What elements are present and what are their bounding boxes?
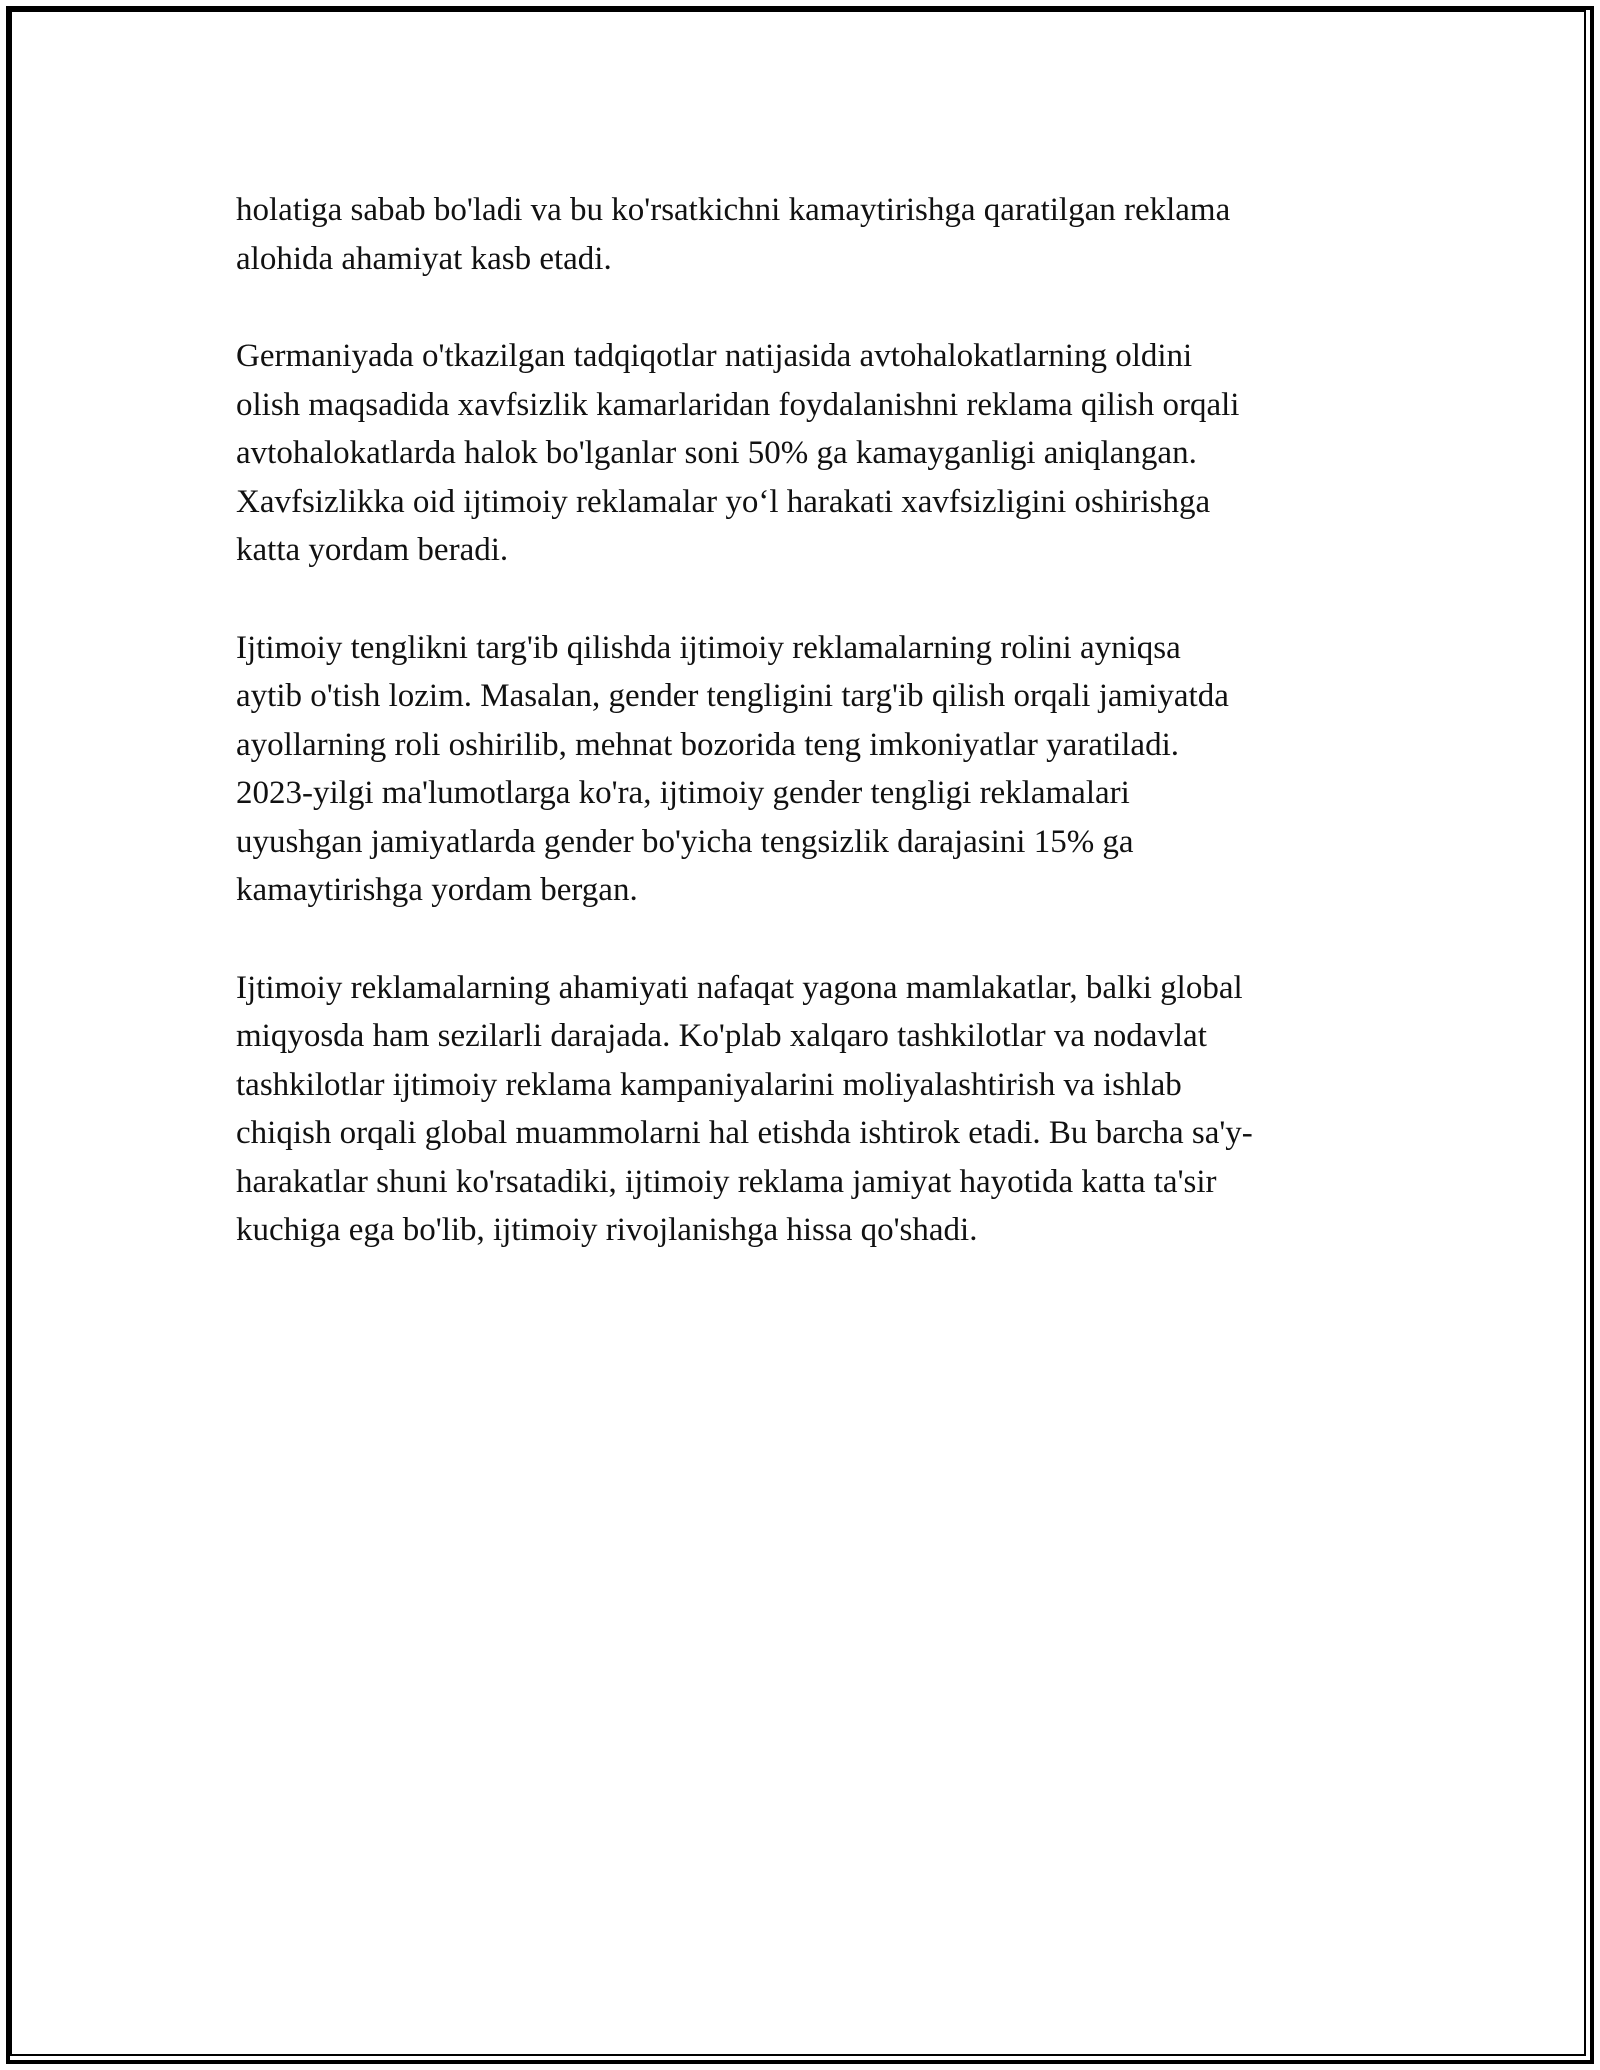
paragraph-2 <box>236 332 1366 575</box>
text-line: aytib o'tish lozim. Masalan, gender tengligini targ'ib qilish orqali jamiyatda <box>236 678 1229 714</box>
text-line: Ijtimoiy tenglikni targ'ib qilishda ijtimoiy reklamalarning rolini ayniqsa <box>236 629 1181 666</box>
text-line: kamaytirishga yordam bergan. <box>236 872 638 908</box>
text-line: Ijtimoiy reklamalarning ahamiyati nafaqat yagona mamlakatlar, balki global <box>236 969 1243 1006</box>
text-line: miqyosda ham sezilarli darajada. Ko'plab xalqaro tashkilotlar va nodavlat <box>236 1018 1207 1054</box>
paragraph-3 <box>236 624 1366 915</box>
text-line: tashkilotlar ijtimoiy reklama kampaniyalarini moliyalashtirish va ishlab <box>236 1066 1182 1103</box>
text-line: alohida ahamiyat kasb etadi. <box>236 240 612 277</box>
text-line: harakatlar shuni ko'rsatadiki, ijtimoiy reklama jamiyat hayotida katta ta'sir <box>236 1163 1217 1200</box>
text-line: ayollarning roli oshirilib, mehnat bozorida teng imkoniyatlar yaratiladi. <box>236 726 1179 763</box>
paragraph-4 <box>236 964 1366 1255</box>
text-line: Germaniyada o'tkazilgan tadqiqotlar natijasida avtohalokatlarning oldini <box>236 338 1193 374</box>
text-line: avtohalokatlarda halok bo'lganlar soni 50% ga kamayganligi aniqlangan. <box>236 435 1197 471</box>
text-line: kuchiga ega bo'lib, ijtimoiy rivojlanishga hissa qo'shadi. <box>236 1212 978 1248</box>
text-line: katta yordam beradi. <box>236 532 509 568</box>
text-line: uyushgan jamiyatlarda gender bo'yicha tengsizlik darajasini 15% ga <box>236 823 1134 860</box>
text-line: olish maqsadida xavfsizlik kamarlaridan foydalanishni reklama qilish orqali <box>236 386 1240 423</box>
text-line: holatiga sabab bo'ladi va bu ko'rsatkichni kamaytirishga qaratilgan reklama <box>236 192 1231 228</box>
document-body <box>236 186 1366 1304</box>
text-line: chiqish orqali global muammolarni hal etishda ishtirok etadi. Bu barcha sa'y- <box>236 1115 1253 1151</box>
text-line: Xavfsizlikka oid ijtimoiy reklamalar yo‘l harakati xavfsizligini oshirishga <box>236 483 1211 520</box>
paragraph-1 <box>236 186 1366 283</box>
text-line: 2023-yilgi ma'lumotlarga ko'ra, ijtimoiy gender tengligi reklamalari <box>236 775 1130 811</box>
